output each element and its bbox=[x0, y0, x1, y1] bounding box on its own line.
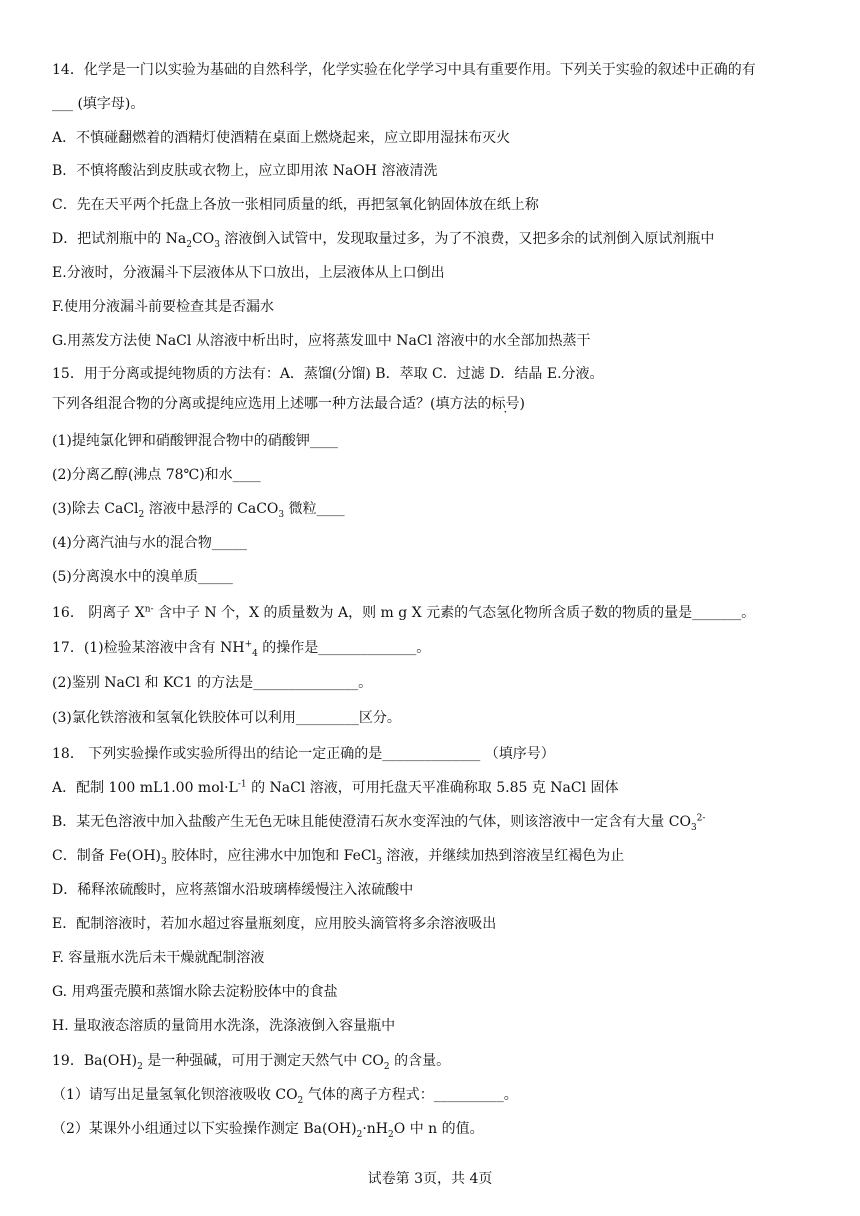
subscript: 3 bbox=[690, 822, 697, 833]
text-segment: 胶体时，应往沸水中加饱和 FeCl bbox=[166, 848, 377, 864]
subscript: 3 bbox=[278, 509, 285, 520]
text-line-q18-c bbox=[52, 846, 832, 866]
text-line-q19-2 bbox=[52, 1119, 832, 1139]
text-line-q18-b bbox=[52, 812, 832, 832]
text-line-q18-f bbox=[52, 948, 832, 968]
text-line-q14-c bbox=[52, 195, 832, 215]
text-segment: 14．化学是一门以实验为基础的自然科学，化学实验在化学学习中具有重要作用。下列关于实验的叙述中正确的有 bbox=[52, 62, 756, 78]
text-segment: C．制备 Fe(OH) bbox=[52, 848, 162, 864]
text-segment: E．配制溶液时，若加水超过容量瓶刻度，应用胶头滴管将多余溶液吸出 bbox=[52, 916, 497, 932]
text-line-q18-a bbox=[52, 778, 832, 798]
subscript: 2 bbox=[388, 1129, 394, 1140]
text-segment: 溶液中悬浮的 CaCO bbox=[144, 501, 279, 517]
text-segment: (5)分离溴水中的溴单质_____ bbox=[52, 569, 233, 585]
text-segment: 的操作是______________。 bbox=[257, 640, 431, 656]
text-segment: E.分液时，分液漏斗下层液体从下口放出，上层液体从上口倒出 bbox=[52, 265, 445, 281]
text-line-q19 bbox=[52, 1051, 832, 1071]
text-segment: ) bbox=[519, 396, 525, 412]
text-segment: (3)除去 CaCl bbox=[52, 501, 139, 517]
text-segment: （2）某课外小组通过以下实验操作测定 Ba(OH) bbox=[52, 1121, 357, 1137]
subscript: 2 bbox=[186, 239, 193, 250]
text-segment: 的含量。 bbox=[389, 1053, 451, 1069]
text-line-q15-4 bbox=[52, 533, 832, 553]
superscript: n- bbox=[144, 604, 154, 615]
subscript: 2 bbox=[356, 1129, 363, 1140]
text-segment: (4)分离汽油与水的混合物_____ bbox=[52, 535, 247, 551]
text-segment: G.用蒸发方法使 NaCl 从溶液中析出时，应将蒸发皿中 NaCl 溶液中的水全部加热蒸干 bbox=[52, 333, 591, 349]
text-line-q17-1 bbox=[52, 638, 832, 658]
text-segment: 19．Ba(OH) bbox=[52, 1053, 138, 1069]
text-line-q18-e bbox=[52, 914, 832, 934]
text-segment: 的 NaCl 溶液，可用托盘天平准确称取 5.85 克 NaCl 固体 bbox=[246, 780, 619, 796]
text-segment: (2)分离乙醇(沸点 78℃)和水____ bbox=[52, 467, 261, 483]
text-segment: D．稀释浓硫酸时，应将蒸馏水沿玻璃棒缓慢注入浓硫酸中 bbox=[52, 882, 414, 898]
text-segment: 下列各组混合物的分离或提纯应选用上述哪一种方法最合适？(填方法的 bbox=[52, 396, 492, 412]
page-footer: 试卷第 3页，共 4页 bbox=[367, 1171, 493, 1187]
text-segment: 是一种强碱，可用于测定天然气中 CO bbox=[142, 1053, 384, 1069]
text-line-q16 bbox=[52, 603, 832, 623]
emphasis-dots-text: 标号 bbox=[491, 396, 520, 412]
text-line-q18-d bbox=[52, 880, 832, 900]
text-segment: D．把试剂瓶中的 Na bbox=[52, 231, 187, 247]
subscript: 2 bbox=[383, 1061, 390, 1072]
text-line-q17-2 bbox=[52, 673, 832, 693]
text-segment: B．某无色溶液中加入盐酸产生无色无味且能使澄清石灰水变浑浊的气体，则该溶液中一定含有大量 CO bbox=[52, 814, 691, 830]
text-line-q18-g bbox=[52, 982, 832, 1002]
superscript: + bbox=[244, 639, 253, 650]
text-segment: 气体的离子方程式：__________。 bbox=[303, 1087, 518, 1103]
subscript: 2 bbox=[138, 509, 145, 520]
text-segment: 15．用于分离或提纯物质的方法有：A．蒸馏(分馏) B．萃取 C．过滤 D．结晶 E.分液。 bbox=[52, 366, 604, 382]
subscript: 3 bbox=[214, 239, 220, 250]
text-segment: F.使用分液漏斗前要检查其是否漏水 bbox=[52, 299, 274, 315]
text-line-q19-1 bbox=[52, 1085, 832, 1105]
text-line-q15-5 bbox=[52, 567, 832, 587]
subscript: 2 bbox=[137, 1061, 143, 1072]
text-line-q15-line1 bbox=[52, 364, 832, 384]
text-line-q15-2 bbox=[52, 465, 832, 485]
text-line-q14-line1 bbox=[52, 60, 832, 80]
text-line-q14-e bbox=[52, 263, 832, 283]
text-segment: 溶液倒入试管中，发现取量过多，为了不浪费，又把多余的试剂倒入原试剂瓶中 bbox=[219, 231, 715, 247]
text-segment: CO bbox=[192, 231, 215, 247]
text-segment: A．不慎碰翻燃着的酒精灯使酒精在桌面上燃烧起来，应立即用湿抹布灭火 bbox=[52, 130, 511, 146]
text-line-q17-3 bbox=[52, 708, 832, 728]
text-segment: ___ (填字母)。 bbox=[52, 96, 145, 112]
subscript: 4 bbox=[252, 648, 258, 659]
text-line-q14-f bbox=[52, 297, 832, 317]
text-segment: 微粒____ bbox=[284, 501, 345, 517]
text-line-q15-3 bbox=[52, 499, 832, 519]
text-segment: H. 量取液态溶质的量筒用水洗涤，洗涤液倒入容量瓶中 bbox=[52, 1018, 396, 1034]
subscript: 2 bbox=[297, 1095, 304, 1106]
text-segment: G. 用鸡蛋壳膜和蒸馏水除去淀粉胶体中的食盐 bbox=[52, 984, 338, 1000]
text-segment: 16． 阴离子 X bbox=[52, 605, 145, 621]
text-segment: (3)氯化铁溶液和氢氧化铁胶体可以利用_________区分。 bbox=[52, 710, 401, 726]
text-line-q14-line2 bbox=[52, 94, 832, 114]
text-segment: (2)鉴别 NaCl 和 KC1 的方法是_______________。 bbox=[52, 675, 373, 691]
text-line-q18 bbox=[52, 744, 832, 764]
subscript: 3 bbox=[376, 856, 382, 867]
text-segment: O 中 n 的值。 bbox=[393, 1121, 484, 1137]
superscript: -1 bbox=[237, 779, 247, 790]
text-segment: 溶液，并继续加热到溶液呈红褐色为止 bbox=[381, 848, 625, 864]
text-line-q14-g bbox=[52, 331, 832, 351]
text-line-q15-1 bbox=[52, 431, 832, 451]
text-line-q14-b bbox=[52, 161, 832, 181]
text-line-q14-a bbox=[52, 128, 832, 148]
text-line-q15-line2 bbox=[52, 394, 832, 414]
text-segment: A．配制 100 mL1.00 mol·L bbox=[52, 780, 238, 796]
text-segment: （1）请写出足量氢氧化钡溶液吸收 CO bbox=[52, 1087, 298, 1103]
text-segment: 18． 下列实验操作或实验所得出的结论一定正确的是______________ （填序号） bbox=[52, 746, 555, 762]
text-segment: F. 容量瓶水洗后未干燥就配制溶液 bbox=[52, 950, 265, 966]
text-line-q18-h bbox=[52, 1016, 832, 1036]
text-segment: ·nH bbox=[362, 1121, 389, 1137]
superscript: 2- bbox=[696, 813, 706, 824]
text-segment: 含中子 N 个，X 的质量数为 A，则 m g X 元素的气态氢化物所含质子数的物质的量是_______。 bbox=[153, 605, 756, 621]
text-segment: B．不慎将酸沾到皮肤或衣物上，应立即用浓 NaOH 溶液清洗 bbox=[52, 163, 438, 179]
text-line-q14-d bbox=[52, 229, 832, 249]
text-segment: C．先在天平两个托盘上各放一张相同质量的纸，再把氢氧化钠固体放在纸上称 bbox=[52, 197, 539, 213]
text-segment: 17．(1)检验某溶液中含有 NH bbox=[52, 640, 245, 656]
text-segment: (1)提纯氯化钾和硝酸钾混合物中的硝酸钾____ bbox=[52, 433, 338, 449]
subscript: 3 bbox=[161, 856, 167, 867]
